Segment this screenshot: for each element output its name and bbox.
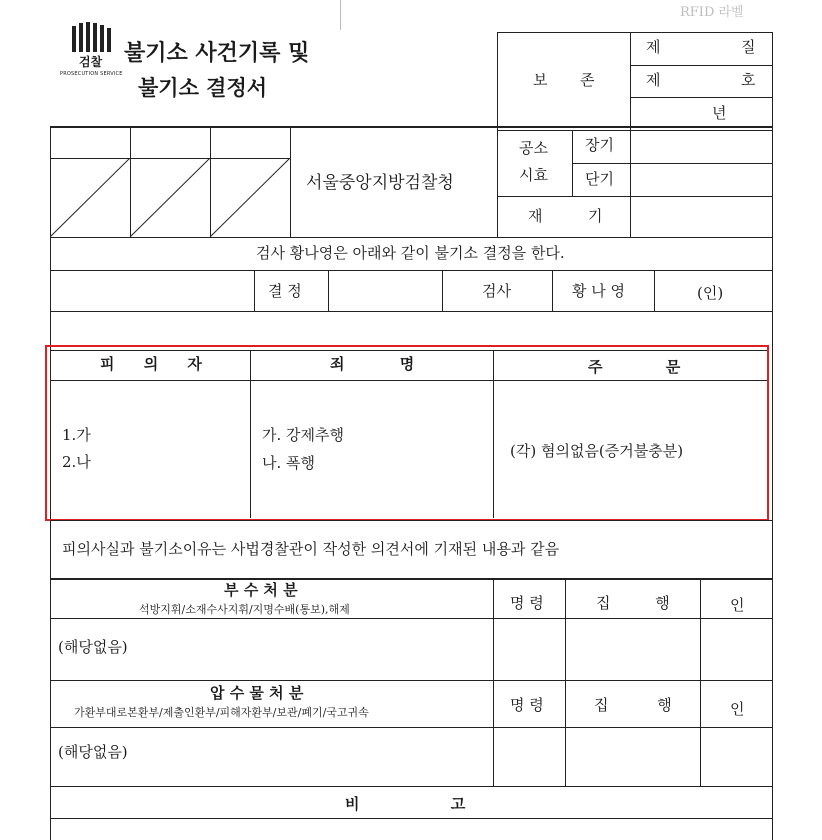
rfid-divider (340, 0, 341, 30)
charge-2: 나. 폭행 (262, 454, 316, 472)
approval-divider (290, 126, 291, 237)
incidental-content: (해당없음) (58, 638, 128, 656)
incidental-execute: 집 행 (596, 594, 670, 612)
prosecutor-label: 검사 (482, 282, 511, 300)
decision-row-top (50, 270, 773, 271)
logo-subtitle: PROSECUTION SERVICE (60, 71, 123, 77)
disposition-col-divider (565, 578, 566, 786)
limitation-gongso: 공소 (519, 139, 548, 157)
remarks-row-line (50, 818, 773, 819)
incidental-bottom (50, 680, 773, 681)
reason-top (50, 520, 773, 521)
limitation-mid (572, 163, 773, 164)
decision-row-bottom (50, 311, 773, 312)
preservation-mid-border (630, 32, 631, 237)
preservation-je1: 제 (646, 38, 661, 56)
preservation-jil: 질 (741, 38, 756, 56)
page-title-line2: 불기소 결정서 (138, 75, 268, 100)
approval-diagonals (50, 158, 290, 241)
seized-content: (해당없음) (58, 743, 128, 761)
disposition-text: (각) 혐의없음(증거불충분) (510, 442, 684, 460)
main-frame-right (772, 237, 773, 840)
header-charge: 죄 명 (330, 355, 415, 373)
limitation-janggi: 장기 (585, 136, 614, 154)
highlight-box (45, 345, 769, 521)
limitation-dangi: 단기 (585, 170, 614, 188)
suspect-2: 2.나 (62, 453, 91, 471)
preservation-ho: 호 (741, 71, 756, 89)
preservation-je2: 제 (646, 71, 661, 89)
preservation-right-border (772, 32, 773, 237)
decision-divider (254, 270, 255, 311)
limitation-top (497, 130, 773, 131)
decision-statement: 검사 황나영은 아래와 같이 불기소 결정을 한다. (256, 244, 565, 262)
seized-subtitle: 가환부대로본환부/제출인환부/피해자환부/보관/폐기/국고귀속 (74, 706, 369, 719)
limitation-row (497, 196, 773, 197)
reason-bottom (50, 578, 773, 580)
disposition-col-divider (493, 578, 494, 786)
incidental-title: 부 수 처 분 (224, 581, 298, 599)
decision-divider (442, 270, 443, 311)
seized-seal: 인 (730, 700, 745, 718)
incidental-header-bottom (50, 618, 773, 619)
decision-divider (328, 270, 329, 311)
page-title-line1: 불기소 사건기록 및 (124, 40, 310, 66)
seized-bottom (50, 786, 773, 787)
decision-divider (552, 270, 553, 311)
suspect-1: 1.가 (62, 426, 91, 444)
prosecution-logo-icon (70, 22, 112, 52)
preservation-label-jon: 존 (580, 71, 595, 89)
preservation-label-bo: 보 (533, 71, 548, 89)
prosecutor-name: 황 나 영 (572, 282, 626, 300)
decision-top (50, 237, 773, 238)
preservation-nyeon: 년 (712, 104, 727, 122)
main-frame-top (50, 126, 773, 128)
limitation-divider (572, 130, 573, 196)
office-name: 서울중앙지방검찰청 (306, 173, 454, 193)
remarks-label: 비 고 (345, 795, 466, 813)
preservation-left-border (497, 32, 498, 237)
limitation-gi: 기 (588, 207, 603, 225)
incidental-order: 명 령 (510, 594, 544, 612)
charge-1: 가. 강제추행 (262, 426, 344, 444)
logo-mark: 검찰 (79, 55, 103, 69)
preservation-row-line (630, 65, 773, 66)
preservation-top-border (497, 32, 773, 33)
prosecutor-seal: (인) (697, 284, 724, 302)
incidental-subtitle: 석방지휘/소재수사지휘/지명수배(통보),해제 (139, 603, 350, 616)
decision-divider (654, 270, 655, 311)
preservation-row-line (630, 97, 773, 98)
reason-text: 피의사실과 불기소이유는 사법경찰관이 작성한 의견서에 기재된 내용과 같음 (62, 540, 560, 558)
header-suspect: 피 의 자 (100, 355, 214, 373)
limitation-jae: 재 (528, 207, 543, 225)
seized-order: 명 령 (510, 696, 544, 714)
decision-label: 결 정 (268, 282, 302, 300)
rfid-label: RFID 라벨 (680, 5, 744, 20)
disposition-col-divider (700, 578, 701, 786)
limitation-sihyo: 시효 (519, 166, 548, 184)
seized-execute: 집 행 (594, 696, 672, 714)
seized-title: 압 수 물 처 분 (210, 684, 304, 702)
incidental-seal: 인 (730, 596, 745, 614)
header-disposition: 주 문 (588, 358, 681, 376)
seized-header-bottom (50, 727, 773, 728)
